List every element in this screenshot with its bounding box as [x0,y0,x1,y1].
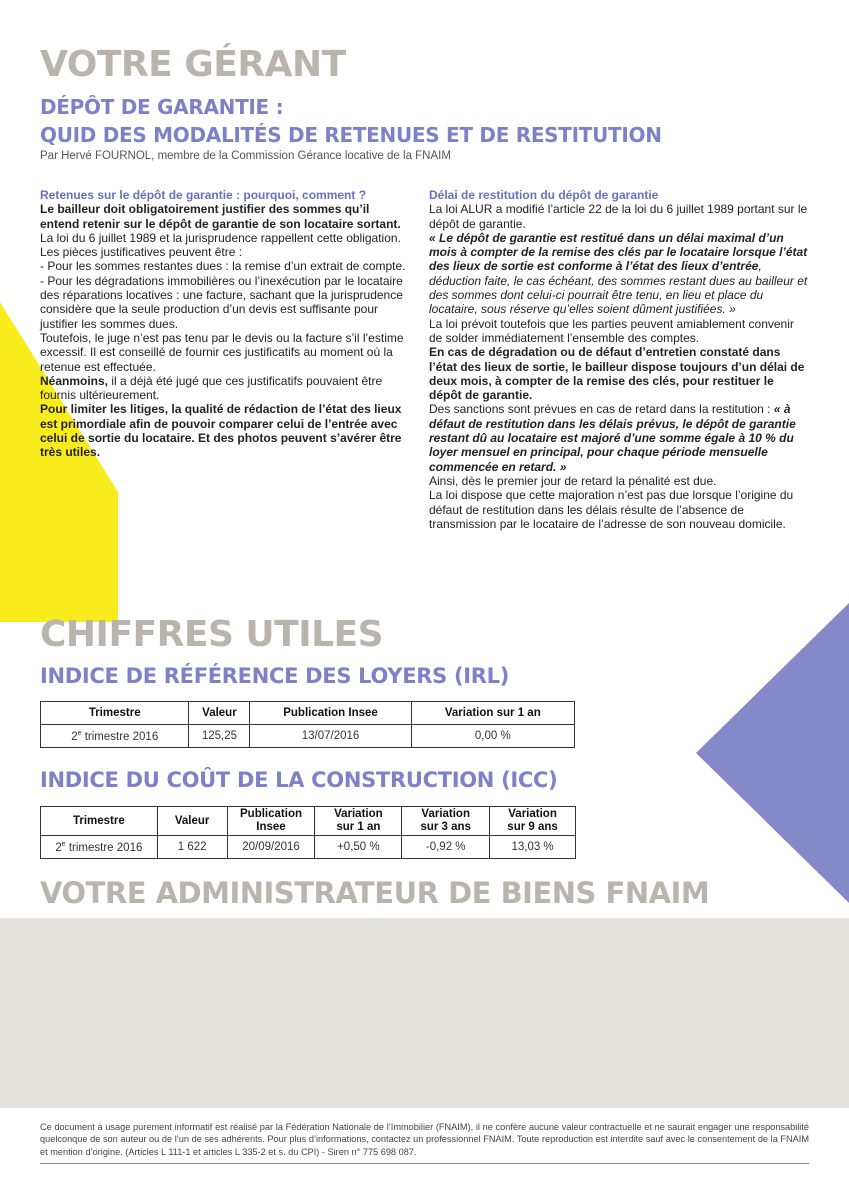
table-cell: 20/09/2016 [227,836,315,859]
article-left-column [40,188,412,460]
column-header: Variation sur 9 ans [490,807,576,836]
paragraph: Pour limiter les litiges, la qualité de rédaction de l’état des lieux est primordiale afin de pouvoir comparer celui de l’entrée avec celui de sortie du locataire. Et des photos peuvent s’avérer être très utiles. [40,402,402,460]
table-row [41,725,575,748]
paragraph: La loi ALUR a modifié l’article 22 de la loi du 6 juillet 1989 portant sur le dépôt de garantie. [429,202,808,231]
column-header: Trimestre [41,807,158,836]
column-header: Valeur [189,702,250,725]
paragraph: « Le dépôt de garantie est restitué dans un délai maximal d’un mois à compter de la remise des clés par le locataire lorsque l’état des lieux de sortie est conforme à l’état des lieux d’entrée, déduction faite, le cas échéant, des sommes restant dues au bailleur et des sommes dont celui-ci pourrait être tenu, en lieu et place du locataire, sous réserve qu’elles soient dûment justifiées. » [429,230,808,317]
left-column-heading: Retenues sur le dépôt de garantie : pourquoi, comment ? [40,188,367,202]
paragraph: En cas de dégradation ou de défaut d’entretien constaté dans l’état des lieux de sortie, le bailleur dispose toujours d’un délai de deux mois, à compter de la remise des clés, pour restituer le dépôt de garantie. [429,345,805,403]
article-title-line-1: DÉPÔT DE GARANTIE : [40,95,284,119]
table-header-row [41,807,576,836]
paragraph: Ainsi, dès le premier jour de retard la pénalité est due. [429,473,717,488]
article-byline: Par Hervé FOURNOL, membre de la Commission Gérance locative de la FNAIM [40,150,451,162]
right-column-heading: Délai de restitution du dépôt de garantie [429,188,659,202]
icc-table [40,806,576,859]
irl-table [40,701,575,748]
paragraph: - Pour les sommes restantes dues : la remise d’un extrait de compte. [40,259,406,274]
blue-triangle-decoration [696,603,849,903]
table-cell: 13,03 % [490,836,576,859]
paragraph: Néanmoins, il a déjà été jugé que ces justificatifs pouvaient être fournis ultérieurement. [40,373,383,403]
column-header: Publication Insee [227,807,315,836]
table-cell: -0,92 % [402,836,490,859]
paragraph: Le bailleur doit obligatoirement justifier des sommes qu’il entend retenir sur le dépôt de garantie de son locataire sortant. La loi du 6 juillet 1989 et la jurisprudence rappellent cette obligation. [40,202,401,245]
table-cell: 1 622 [157,836,227,859]
paragraph: Des sanctions sont prévues en cas de retard dans la restitution : « à défaut de restitution dans les délais prévus, le dépôt de garantie restant dû au locataire est majoré d’une somme égale à 10 % du loyer mensuel en principal, pour chaque période mensuelle commencée en retard. » [429,402,796,474]
table-cell: 13/07/2016 [250,725,411,748]
table-cell: +0,50 % [315,836,402,859]
table-cell: 0,00 % [411,725,574,748]
table-cell: 2e trimestre 2016 [41,836,158,859]
paragraph: Toutefois, le juge n’est pas tenu par le devis ou la facture s’il l’estime excessif. Il est conseillé de fournir ces justificatifs au moment où la retenue est effectuée. [40,330,404,374]
table-header-row [41,702,575,725]
paragraph: La loi prévoit toutefois que les parties peuvent amiablement convenir de solder immédiatement l’ensemble des comptes. [429,316,794,345]
table-row [41,836,576,859]
table-cell: 2e trimestre 2016 [41,725,189,748]
table-cell: 125,25 [189,725,250,748]
article-title-line-2: QUID DES MODALITÉS DE RETENUES ET DE RESTITUTION [40,123,662,147]
column-header: Variation sur 1 an [411,702,574,725]
footer-divider [40,1163,809,1164]
column-header: Trimestre [41,702,189,725]
column-header: Valeur [157,807,227,836]
legal-disclaimer: Ce document à usage purement informatif est réalisé par la Fédération Nationale de l’Immobilier (FNAIM), il ne confère aucune valeur contractuelle et ne saurait engager une responsabilité quelconque de son auteur ou de l’un de ses adhérents. Pour plus d’informations, contactez un professionnel FNAIM. Toute reproduction est interdite sauf avec le consentement de la FNAIM et mention d’origine. (Articles L 111-1 et articles L 335-2 et s. du CPI) - Siren n° 775 698 087. [40,1122,809,1157]
paragraph: - Pour les dégradations immobilières ou l’inexécution par le locataire des réparations locatives : une facture, sachant que la jurisprudence considère que la seule production d’un devis est suffisante pour justifier les sommes dues. [40,273,403,331]
paragraph: Les pièces justificatives peuvent être : [40,245,243,260]
column-header: Variation sur 1 an [315,807,402,836]
section-title-gerant: VOTRE GÉRANT [40,44,346,85]
icc-title: INDICE DU COÛT DE LA CONSTRUCTION (ICC) [40,768,558,792]
article-right-column [429,188,809,531]
administrator-placeholder-area [0,918,849,1108]
irl-title: INDICE DE RÉFÉRENCE DES LOYERS (IRL) [40,664,510,688]
section-title-chiffres: CHIFFRES UTILES [40,614,384,655]
column-header: Publication Insee [250,702,411,725]
section-title-administrateur: VOTRE ADMINISTRATEUR DE BIENS FNAIM [40,876,710,910]
column-header: Variation sur 3 ans [402,807,490,836]
paragraph: La loi dispose que cette majoration n’est pas due lorsque l’origine du défaut de restitution dans les délais résulte de l’absence de transmission par le locataire de l’adresse de son nouveau domicile. [429,488,794,531]
